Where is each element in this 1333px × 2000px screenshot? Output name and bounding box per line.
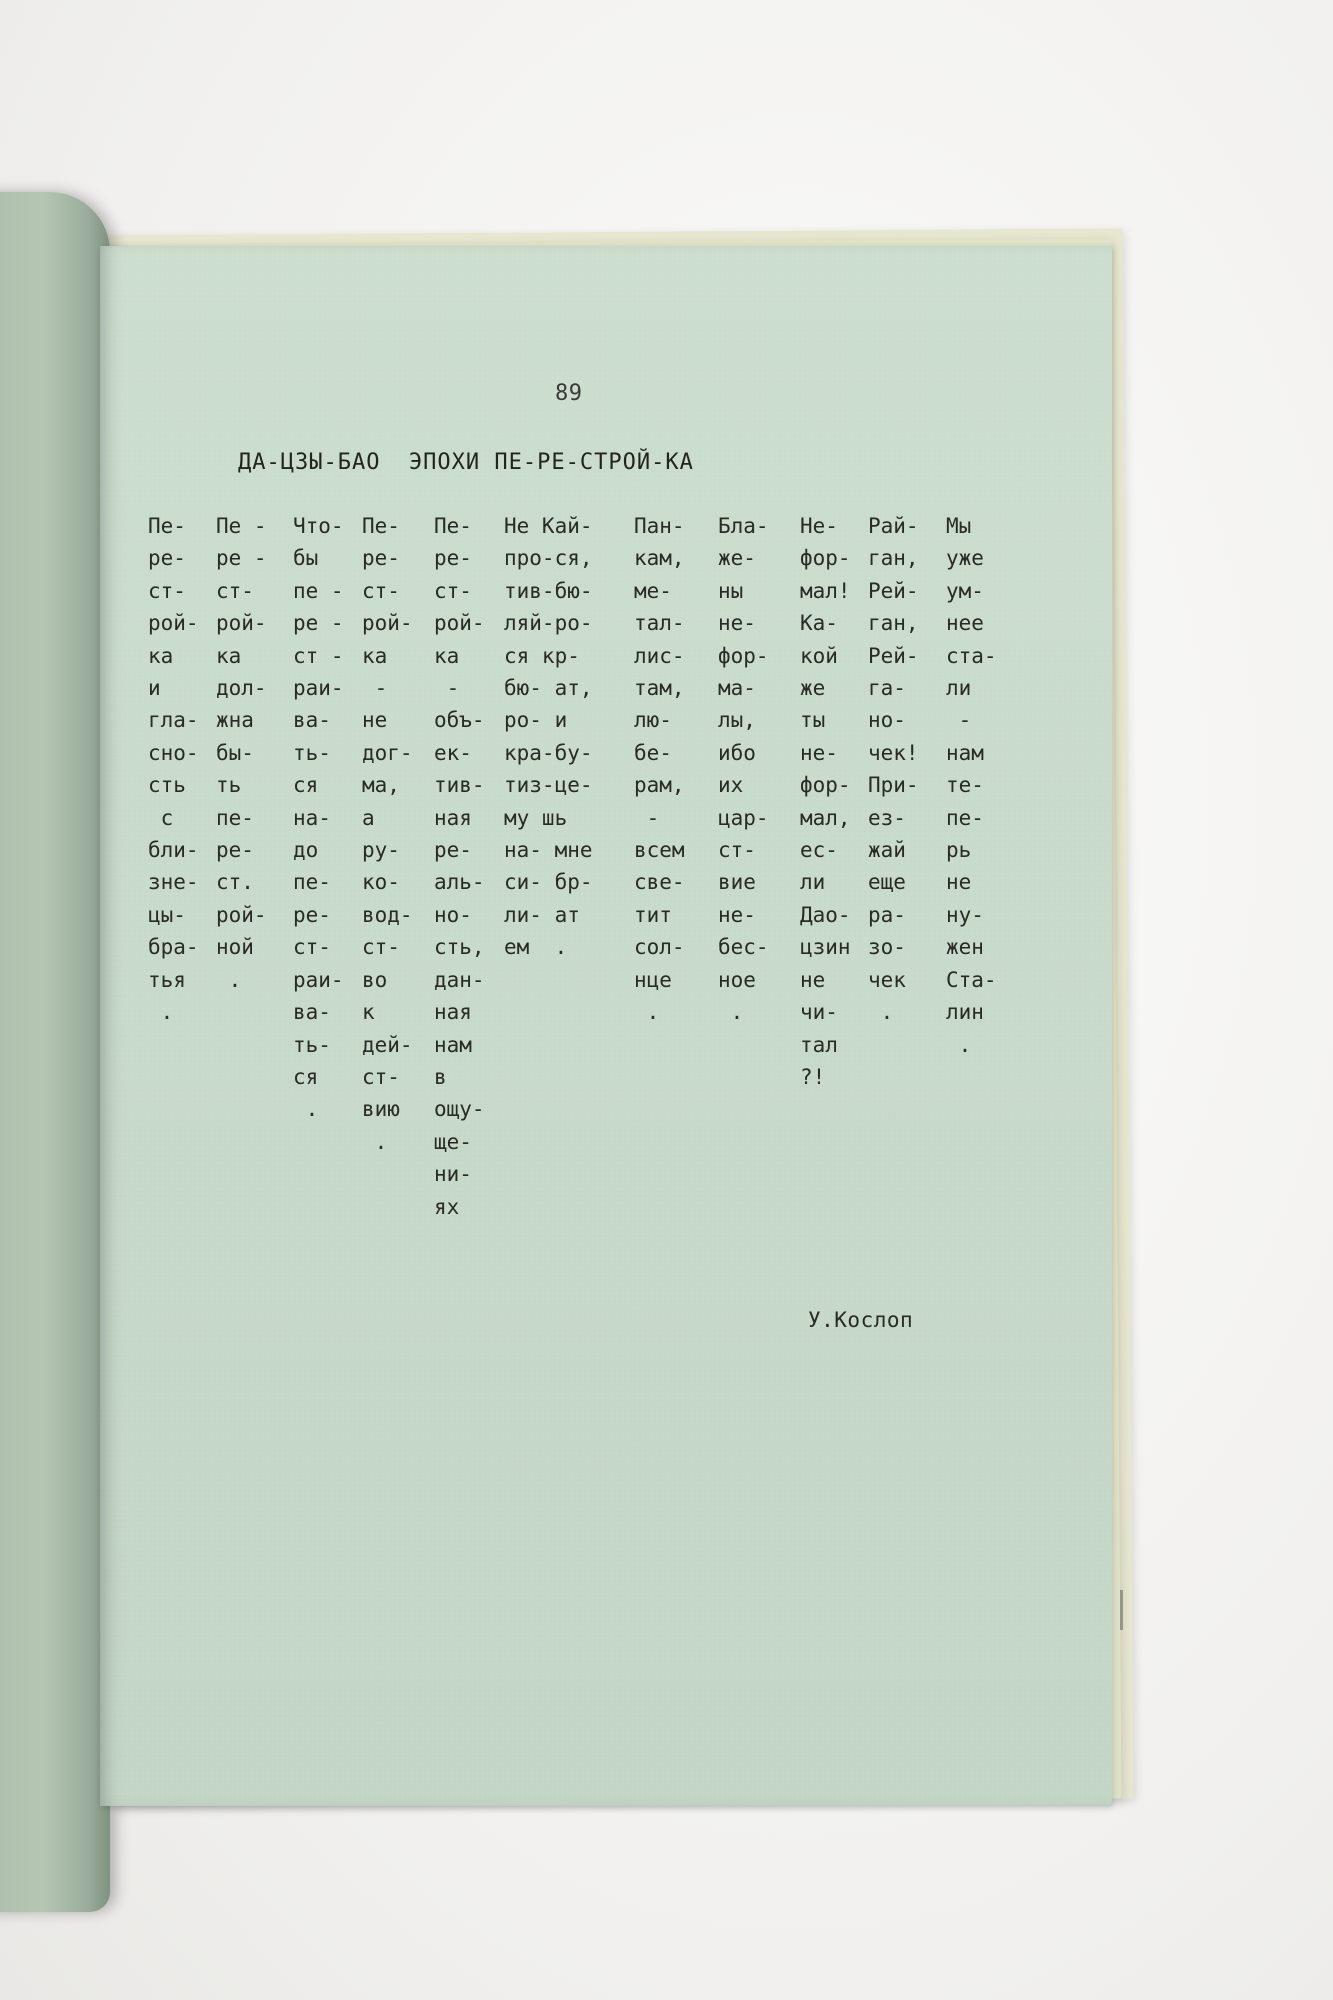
poem-line: фор- bbox=[800, 773, 851, 798]
poem-line: цзин bbox=[800, 935, 851, 960]
poem-line: нам bbox=[434, 1032, 472, 1057]
poem-line: те- bbox=[946, 773, 984, 798]
poem-line: фор- bbox=[800, 546, 851, 571]
page-title: ДА-ЦЗЫ-БАО ЭПОХИ ПЕ-РЕ-СТРОЙ-КА bbox=[238, 450, 694, 475]
poem-line: еще bbox=[868, 870, 906, 895]
poem-line: вод- bbox=[362, 902, 413, 927]
poem-line: бю- ат, bbox=[504, 676, 593, 701]
poem-line: лю- bbox=[634, 708, 672, 733]
poem-line: . bbox=[718, 1000, 744, 1025]
poem-line: сть bbox=[148, 773, 186, 798]
poem-column-1 bbox=[148, 510, 199, 1029]
poem-line: ка bbox=[362, 643, 388, 668]
poem-line: ть- bbox=[293, 1032, 331, 1057]
poem-line: си- бр- bbox=[504, 870, 593, 895]
poem-line: тит bbox=[634, 902, 672, 927]
poem-line: лин bbox=[946, 1000, 984, 1025]
poem-line: ре- bbox=[362, 546, 400, 571]
poem-line: ся кр- bbox=[504, 643, 580, 668]
poem-line: там, bbox=[634, 676, 685, 701]
poem-line: пе- bbox=[216, 805, 254, 830]
poem-line: ум- bbox=[946, 578, 984, 603]
poem-line: ре- bbox=[434, 838, 472, 863]
poem-line: ли bbox=[946, 676, 972, 701]
poem-line: ли bbox=[800, 870, 826, 895]
poem-line: фор- bbox=[718, 643, 769, 668]
poem-line: же- bbox=[718, 546, 756, 571]
poem-line: бы bbox=[293, 546, 319, 571]
poem-line: Бла- bbox=[718, 514, 769, 538]
poem-line: ек- bbox=[434, 740, 472, 765]
poem-line: . bbox=[868, 1000, 894, 1025]
poem-line: га- bbox=[868, 676, 906, 701]
poem-line: зне- bbox=[148, 870, 199, 895]
poem-line: нам bbox=[946, 740, 984, 765]
poem-line: ть- bbox=[293, 740, 331, 765]
poem-line: ва- bbox=[293, 1000, 331, 1025]
poem-line: на- bbox=[293, 805, 331, 830]
poem-line: Пе- bbox=[434, 514, 472, 538]
poem-line: . bbox=[148, 1000, 174, 1025]
poem-line: тья bbox=[148, 967, 186, 992]
poem-line: - bbox=[634, 805, 660, 830]
poem-line: мал, bbox=[800, 805, 851, 830]
poem-line: ть bbox=[216, 773, 242, 798]
poem-line: . bbox=[362, 1129, 388, 1154]
poem-column-5 bbox=[434, 510, 485, 1223]
poem-line: ст- bbox=[293, 935, 331, 960]
poem-line: ся bbox=[293, 1064, 319, 1089]
poem-line: Пе- bbox=[362, 514, 400, 538]
poem-line: дан- bbox=[434, 967, 485, 992]
poem-line: бес- bbox=[718, 935, 769, 960]
poem-line: - bbox=[434, 676, 460, 701]
poem-line: ни- bbox=[434, 1162, 472, 1187]
poem-line: нце bbox=[634, 967, 672, 992]
poem-line: ган, bbox=[868, 546, 919, 571]
poem-line: ст- bbox=[362, 578, 400, 603]
poem-line: ся bbox=[293, 773, 319, 798]
poem-line: всем bbox=[634, 838, 685, 863]
poem-column-11 bbox=[946, 510, 997, 1061]
poem-line: ст. bbox=[216, 870, 254, 895]
poem-line: ты bbox=[800, 708, 826, 733]
poem-line: . bbox=[946, 1032, 972, 1057]
poem-line: Мы bbox=[946, 514, 972, 538]
poem-line: уже bbox=[946, 546, 984, 571]
poem-line: мал! bbox=[800, 578, 851, 603]
poem-line: . bbox=[216, 967, 242, 992]
poem-line: жен bbox=[946, 935, 984, 960]
poem-line: ст- bbox=[434, 578, 472, 603]
poem-line: - bbox=[946, 708, 972, 733]
poem-line: ка bbox=[148, 643, 174, 668]
poem-column-10 bbox=[868, 510, 919, 1029]
left-page-curl bbox=[0, 192, 110, 1912]
poem-line: а bbox=[362, 805, 375, 830]
poem-line: цы- bbox=[148, 902, 186, 927]
poem-line: во bbox=[362, 967, 388, 992]
poem-line: кам, bbox=[634, 546, 685, 571]
poem-line: ко- bbox=[362, 870, 400, 895]
poem-line: ибо bbox=[718, 740, 756, 765]
poem-line: гла- bbox=[148, 708, 199, 733]
poem-line: сть, bbox=[434, 935, 485, 960]
poem-line: ре - bbox=[293, 611, 344, 636]
poem-line: ка bbox=[216, 643, 242, 668]
poem-line: ст - bbox=[293, 643, 344, 668]
poem-line: ра- bbox=[868, 902, 906, 927]
poem-line: цар- bbox=[718, 805, 769, 830]
poem-line: Ка- bbox=[800, 611, 838, 636]
poem-line: кра-бу- bbox=[504, 740, 593, 765]
poem-line: ре - bbox=[216, 546, 267, 571]
poem-line: му шь bbox=[504, 805, 568, 830]
poem-line: чи- bbox=[800, 1000, 838, 1025]
poem-line: в bbox=[434, 1064, 447, 1089]
poem-line: не bbox=[800, 967, 826, 992]
poem-line: ган, bbox=[868, 611, 919, 636]
poem-line: не bbox=[362, 708, 388, 733]
poem-line: ной bbox=[216, 935, 254, 960]
poem-column-2 bbox=[216, 510, 267, 996]
page-number: 89 bbox=[555, 381, 583, 406]
poem-line: зо- bbox=[868, 935, 906, 960]
poem-line: рой- bbox=[362, 611, 413, 636]
poem-line: ста- bbox=[946, 643, 997, 668]
poem-line: же bbox=[800, 676, 826, 701]
poem-line: не- bbox=[718, 611, 756, 636]
poem-line: ях bbox=[434, 1194, 460, 1219]
poem-line: с bbox=[148, 805, 174, 830]
page-edge-mark bbox=[1120, 1590, 1123, 1630]
poem-line: пе - bbox=[293, 578, 344, 603]
poem-line: до bbox=[293, 838, 319, 863]
author-signature: У.Кослоп bbox=[808, 1308, 914, 1332]
poem-line: све- bbox=[634, 870, 685, 895]
poem-line: тиз-це- bbox=[504, 773, 593, 798]
poem-line: рой- bbox=[148, 611, 199, 636]
poem-line: Ста- bbox=[946, 967, 997, 992]
poem-columns bbox=[148, 510, 1008, 1290]
poem-line: Пе- bbox=[148, 514, 186, 538]
poem-line: кой bbox=[800, 643, 838, 668]
poem-line: рой- bbox=[216, 611, 267, 636]
poem-line: ли- ат bbox=[504, 902, 580, 927]
poem-line: вие bbox=[718, 870, 756, 895]
poem-line: ре- bbox=[293, 902, 331, 927]
poem-line: лис- bbox=[634, 643, 685, 668]
poem-line: рой- bbox=[216, 902, 267, 927]
poem-line: сол- bbox=[634, 935, 685, 960]
poem-line: Пе - bbox=[216, 514, 267, 538]
poem-line: дог- bbox=[362, 740, 413, 765]
poem-line: Не- bbox=[800, 514, 838, 538]
poem-line: ез- bbox=[868, 805, 906, 830]
poem-line: . bbox=[293, 1097, 319, 1122]
poem-line: пе- bbox=[293, 870, 331, 895]
poem-line: При- bbox=[868, 773, 919, 798]
poem-line: раи- bbox=[293, 676, 344, 701]
poem-line: тал- bbox=[634, 611, 685, 636]
poem-line: лы, bbox=[718, 708, 756, 733]
poem-line: ре- bbox=[216, 838, 254, 863]
poem-line: рам, bbox=[634, 773, 685, 798]
poem-line: вию bbox=[362, 1097, 400, 1122]
poem-line: нее bbox=[946, 611, 984, 636]
poem-line: тал bbox=[800, 1032, 838, 1057]
poem-line: ощу- bbox=[434, 1097, 485, 1122]
poem-line: к bbox=[362, 1000, 375, 1025]
poem-line: раи- bbox=[293, 967, 344, 992]
poem-column-6 bbox=[504, 510, 593, 964]
poem-line: дол- bbox=[216, 676, 267, 701]
poem-line: рь bbox=[946, 838, 972, 863]
poem-line: ст- bbox=[718, 838, 756, 863]
poem-line: ва- bbox=[293, 708, 331, 733]
poem-line: пе- bbox=[946, 805, 984, 830]
poem-line: ст- bbox=[216, 578, 254, 603]
poem-column-3 bbox=[293, 510, 344, 1126]
poem-column-4 bbox=[362, 510, 413, 1158]
poem-line: ро- и bbox=[504, 708, 568, 733]
poem-line: рой- bbox=[434, 611, 485, 636]
poem-line: Рей- bbox=[868, 643, 919, 668]
poem-line: их bbox=[718, 773, 744, 798]
poem-line: про-ся, bbox=[504, 546, 593, 571]
poem-column-8 bbox=[718, 510, 769, 1029]
poem-line: Рай- bbox=[868, 514, 919, 538]
poem-line: Дао- bbox=[800, 902, 851, 927]
poem-line: ка bbox=[434, 643, 460, 668]
poem-line: но- bbox=[434, 902, 472, 927]
poem-line: ре- bbox=[434, 546, 472, 571]
poem-line: Пан- bbox=[634, 514, 685, 538]
poem-line: бра- bbox=[148, 935, 199, 960]
poem-line: ну- bbox=[946, 902, 984, 927]
poem-line: ?! bbox=[800, 1064, 826, 1089]
poem-line: ст- bbox=[362, 935, 400, 960]
poem-line: бы- bbox=[216, 740, 254, 765]
poem-line: ма- bbox=[718, 676, 756, 701]
poem-line: - bbox=[362, 676, 388, 701]
poem-line: жна bbox=[216, 708, 254, 733]
poem-line: ем . bbox=[504, 935, 568, 960]
poem-line: ляй-ро- bbox=[504, 611, 593, 636]
poem-line: ны bbox=[718, 578, 744, 603]
poem-line: объ- bbox=[434, 708, 485, 733]
poem-line: не- bbox=[718, 902, 756, 927]
poem-line: ес- bbox=[800, 838, 838, 863]
poem-line: Рей- bbox=[868, 578, 919, 603]
poem-line: ме- bbox=[634, 578, 672, 603]
poem-line: ная bbox=[434, 1000, 472, 1025]
poem-line: ст- bbox=[148, 578, 186, 603]
poem-line: ру- bbox=[362, 838, 400, 863]
poem-line: тив- bbox=[434, 773, 485, 798]
poem-line: дей- bbox=[362, 1032, 413, 1057]
poem-line: аль- bbox=[434, 870, 485, 895]
poem-column-9 bbox=[800, 510, 851, 1093]
poem-column-7 bbox=[634, 510, 685, 1029]
poem-line: ст- bbox=[362, 1064, 400, 1089]
poem-line: ма, bbox=[362, 773, 400, 798]
poem-line: ное bbox=[718, 967, 756, 992]
poem-line: Не Кай- bbox=[504, 514, 593, 538]
poem-line: тив-бю- bbox=[504, 578, 593, 603]
poem-line: бли- bbox=[148, 838, 199, 863]
poem-line: на- мне bbox=[504, 838, 593, 863]
poem-line: ще- bbox=[434, 1129, 472, 1154]
poem-line: жай bbox=[868, 838, 906, 863]
poem-line: и bbox=[148, 676, 161, 701]
poem-line: не- bbox=[800, 740, 838, 765]
poem-line: ная bbox=[434, 805, 472, 830]
poem-line: сно- bbox=[148, 740, 199, 765]
poem-line: бе- bbox=[634, 740, 672, 765]
poem-line: но- bbox=[868, 708, 906, 733]
poem-line: не bbox=[946, 870, 972, 895]
poem-line: Что- bbox=[293, 514, 344, 538]
poem-line: чек! bbox=[868, 740, 919, 765]
poem-line: ре- bbox=[148, 546, 186, 571]
poem-line: чек bbox=[868, 967, 906, 992]
poem-line: . bbox=[634, 1000, 660, 1025]
